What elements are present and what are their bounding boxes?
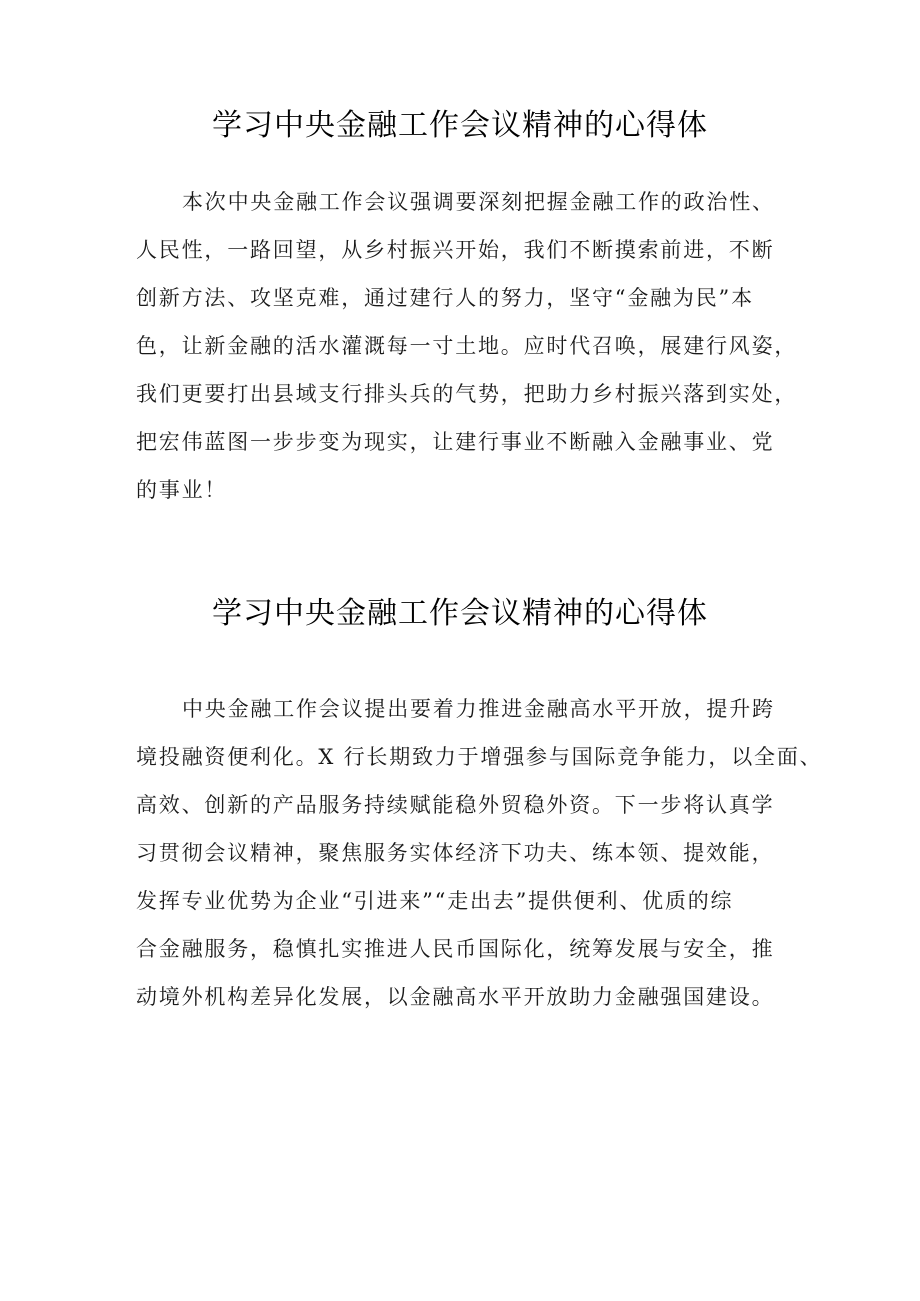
paragraph-line: 把宏伟蓝图一步步变为现实，让建行事业不断融入金融事业、党 xyxy=(136,430,775,454)
paragraph-line: 的事业！ xyxy=(136,478,228,502)
paragraph-line: 境投融资便利化。X 行长期致力于增强参与国际竞争能力，以全面、 xyxy=(136,745,823,769)
paragraph-line: 习贯彻会议精神，聚焦服务实体经济下功夫、练本领、提效能， xyxy=(136,841,775,865)
paragraph-line: 人民性，一路回望，从乡村振兴开始，我们不断摸索前进，不断 xyxy=(136,238,775,262)
paragraph-line: 创新方法、攻坚克难，通过建行人的努力，坚守“金融为民”本 xyxy=(136,286,754,310)
section-title: 学习中央金融工作会议精神的心得体 xyxy=(212,108,708,143)
paragraph-line: 色，让新金融的活水灌溉每一寸土地。应时代召唤，展建行风姿， xyxy=(136,334,798,358)
paragraph-line: 我们更要打出县域支行排头兵的气势，把助力乡村振兴落到实处， xyxy=(136,382,798,406)
paragraph-line: 动境外机构差异化发展，以金融高水平开放助力金融强国建设。 xyxy=(136,985,775,1009)
paragraph-line: 高效、创新的产品服务持续赋能稳外贸稳外资。下一步将认真学 xyxy=(136,793,775,817)
paragraph-line: 合金融服务，稳慎扎实推进人民币国际化，统筹发展与安全，推 xyxy=(136,937,775,961)
paragraph-line: 中央金融工作会议提出要着力推进金融高水平开放，提升跨 xyxy=(182,697,775,721)
section-title: 学习中央金融工作会议精神的心得体 xyxy=(212,596,708,631)
paragraph xyxy=(136,685,823,1021)
paragraph-line: 发挥专业优势为企业“引进来”“走出去”提供便利、优质的综 xyxy=(136,889,734,913)
paragraph-line: 本次中央金融工作会议强调要深刻把握金融工作的政治性、 xyxy=(182,190,775,214)
paragraph xyxy=(136,178,796,514)
